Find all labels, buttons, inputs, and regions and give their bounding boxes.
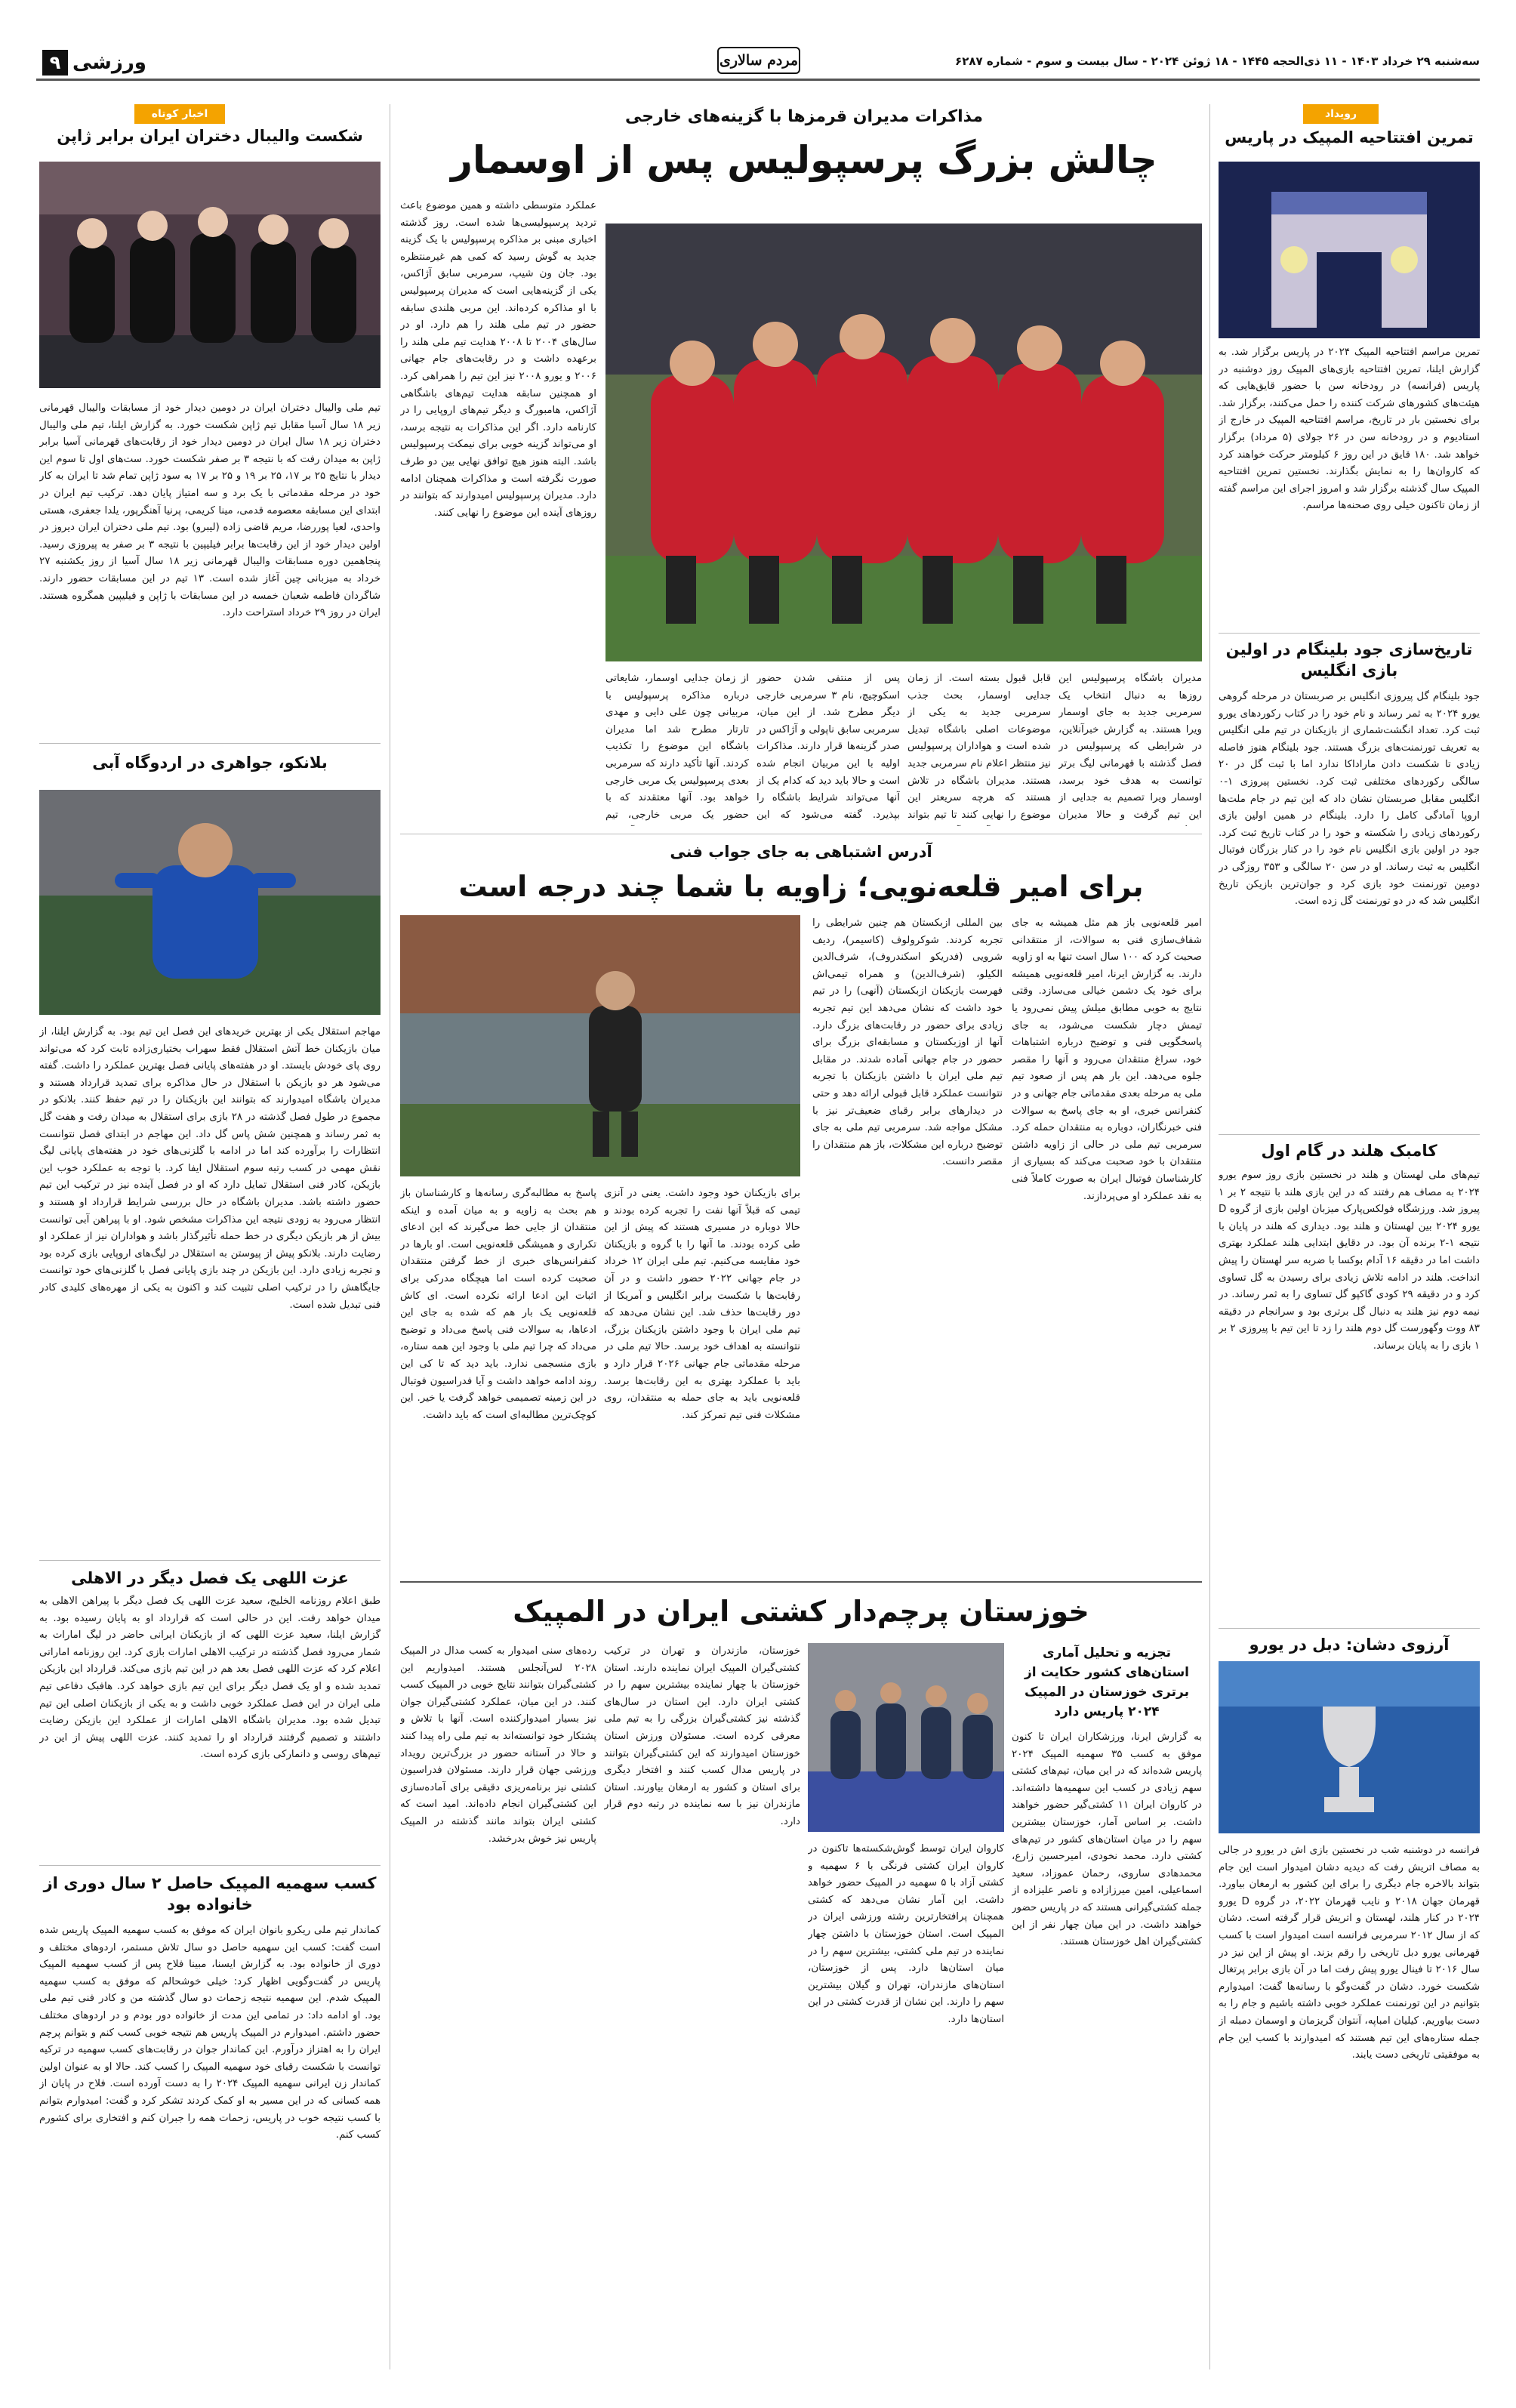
bottom-col3-text: خوزستان، مازندران و تهران در ترکیب کشتی‌گیران المپیک ایران نماینده دارند. استان خوزستان با چهار نماینده بیشترین سهم را در کشتی ایران دارد. این استان در سال‌های گذشته نیز کشتی‌گیران بزرگی را به تیم ملی معرفی کرده است. مسئولان ورزش استان خوزستان امیدوارند که این کشتی‌گیران بتوانند در پاریس مدال کسب کنند و افتخار دیگری برای استان و کشور به ارمغان بیاورند. استان مازندران نیز با سه نماینده در رتبه دوم قرار دارد. [604, 1645, 800, 1827]
holland-title: کامبک هلند در گام اول [1261, 1142, 1437, 1160]
top-col3-text: پس از منتفی شدن حضور اسکوچیچ، نام ۳ سرمربی خارجی دیگر مطرح شد. از این میان، سرمربی سابق ناپولی و آژاکس در صدر گزینه‌ها قرار دارند. مذاکرات اولیه با این مربیان انجام شده است و حالا باید دید که کدام یک از آنها می‌تواند شرایط باشگاه را بپذیرد. گفته می‌شود که این [756, 673, 900, 821]
mid-col1-text: امیر قلعه‌نویی باز هم مثل همیشه به جای شفاف‌سازی فنی به سوالات، از منتقدانی صحبت کرد که ۱۰۰ سال است تنها به او زاویه دارند. به گزارش ایرنا، امیر قلعه‌نویی همیشه برای خود یک دشمن خیالی می‌سازد. وقتی نتایج به خوبی مطابق میلش پیش نمی‌رود یا تیمش دچار شکست می‌شود، به جای پاسخگویی فنی و توضیح درباره اشتباهات خود، سراغ منتقدان می‌رود و آنها را مقصر جلوه می‌دهد. این بار هم پس از صعود تیم ملی به مرحله بعدی مقدماتی جام جهانی و در کنفرانس خبری، او به جای پاسخ به سوالات فنی خبرنگاران، دوباره به منتقدان حمله کرد. سرمربی تیم ملی در حالی از زاویه داشتن منتقدان با خود صحبت می‌کند که بسیاری از کارشناسان فوتبال ایران به صورت کاملاً فنی به نقد عملکرد او می‌پردازند. [1012, 917, 1202, 1202]
paris-photo [1219, 162, 1480, 338]
volley-body: تیم ملی والیبال دختران ایران در دومین دیدار خود از مسابقات والیبال قهرمانی زیر ۱۸ سال آسیا مقابل تیم ژاپن شکست خورد. به گزارش ایلنا، تیم ملی والیبال دختران زیر ۱۸ سال ایران در دومین دیدار خود از رقابت‌های قهرمانی آسیا برابر ژاپن به میدان رفت که با نتیجه ۳ بر صفر شکست خورد. ست‌های اول تا سوم این دیدار با نتایج ۲۵ بر ۱۷، ۲۵ بر ۱۹ و ۲۵ بر ۱۷ به سود ژاپن تمام شد تا ایران به کار خود در مرحله مقدماتی با یک برد و سه امتیاز پایان دهد. ترکیب تیم ایران در ابتدای این مسابقه معصومه قدمی، مینا کریمی، پرنیا آهنگرپور، یلدا جعفری، هستی واحدی، لعیا پوررضا، مریم قاضی زاده (لیبرو) بود. تیم ملی دختران ایران دیروز در اولین دیدار خود از این رقابت‌ها برابر فیلیپین با نتیجه ۳ بر صفر به پیروزی رسید. پنجاهمین دوره مسابقات والیبال قهرمانی زیر ۱۸ سال آسیا از روز یکشنبه ۲۷ خرداد به میزبانی چین آغاز شده است. ۱۳ تیم در این مسابقات حضور دارند. شاگردان فاطمه شعبان خمسه در این مسابقات با ژاپن و فیلیپین همگروه هستند. ایران در روز ۲۹ خرداد استراحت دارد. [39, 402, 381, 619]
top-col-1 [1058, 671, 1202, 826]
divider [39, 1865, 381, 1866]
bottom-subhead: تجزیه و تحلیل آماری استان‌های کشور حکایت از برتری خوزستان در المپیک ۲۰۲۴ پاریس دارد [1024, 1645, 1190, 1719]
event-tag: رویداد [1303, 104, 1379, 124]
blanco-text-col [39, 1024, 381, 1554]
mid-col2-text: بین المللی ازبکستان هم چنین شرایطی را تجربه کردند. شوکرولوف (کاسیمر)، ردیف شرویی (فدریکو اسکندروف)، شرف‌الدین الکیلو، (شرف‌الدین) و همراه تیمی‌اش فهرست بازیکنان ازبکستان (آنهی) را در تیم خود داشت که نشان می‌دهد این تیم تجربه زیادی برای حضور در رقابت‌های بزرگ دارد. آنها از اوزبکستان و مسابقه‌ای بزرگ برای حضور در جام جهانی آماده شدند. در مقابل تیم ملی ایران با داشتن بازیکنان با تجربه نتوانست عملکرد قابل قبولی ارائه دهد و حتی در دیدارهای برابر رقبای ضعیف‌تر نیز با مشکل مواجه شد. سرمربی تیم ملی به جای توضیح درباره این مشکلات، باز هم منتقدان را مقصر دانست. [812, 917, 1003, 1168]
ezzat-body: طبق اعلام روزنامه الخلیج، سعید عزت اللهی یک فصل دیگر با پیراهن الاهلی به میدان خواهد رفت. این در حالی است که قرارداد او به پایان رسیده بود. به گزارش ایلنا، سعید عزت اللهی که از بازیکنان ایرانی حاضر در لیگ امارات به شمار می‌رود فصل گذشته در ترکیب الاهلی امارات بازی کرد. این روزنامه اماراتی اعلام کرد که عزت اللهی فصل بعد هم در این تیم بازی می‌کند. قرارداد این بازیکن تمدید شده و او یک فصل دیگر برای این تیم بازی خواهد کرد. هافبک دفاعی تیم ملی ایران در این فصل عملکرد خوبی داشت و به یکی از بازیکنان اصلی این تیم تبدیل شده بود. مدیران باشگاه الاهلی امارات از عملکرد این بازیکن رضایت داشتند و تصمیم گرفتند قرارداد او را تمدید کنند. عزت اللهی پیش از این در تیم‌های روسی و دانمارکی بازی کرده است. [39, 1596, 381, 1761]
blanco-title: بلانکو، جواهری در اردوگاه آبی [92, 754, 328, 772]
top-title: چالش بزرگ پرسپولیس پس از اوسمار [451, 138, 1157, 182]
mid-kicker: آدرس اشتباهی به جای جواب فنی [670, 843, 932, 861]
ezzat-title: عزت اللهی یک فصل دیگر در الاهلی [71, 1569, 349, 1587]
top-col2-text: قابل قبول بسته است. از زمان جدایی اوسمار، بحث جذب سرمربی جدید به یکی از موضوعات اصلی باشگاه تبدیل شده است و هواداران پرسپولیس نیز منتظر اعلام نام سرمربی جدید هستند. مدیران باشگاه در تلاش هستند که هرچه سریعتر این موضوع را نهایی کنند تا تیم بتواند [907, 673, 1051, 821]
paper-logo [717, 47, 800, 74]
mid-title: برای امیر قلعه‌نویی؛ زاویه با شما چند درجه است [458, 870, 1144, 903]
ezzat-text-col [39, 1593, 381, 1859]
masthead [0, 0, 1516, 85]
persepolis-photo [605, 224, 1202, 661]
sahmieh-title: کسب سهمیه المپیک حاصل ۲ سال دوری از خانواده بود [43, 1874, 377, 1913]
section-title: ورزشی [72, 51, 146, 74]
bottom-col-4 [400, 1643, 596, 2373]
page-number: ۹ [42, 50, 68, 76]
paris-text-col [1219, 344, 1480, 625]
holland-body: تیم‌های ملی لهستان و هلند در نخستین بازی روز سوم یورو ۲۰۲۴ به مصاف هم رفتند که در این بازی هلند با نتیجه ۲ بر ۱ پیروز شد. ورزشگاه فولکس‌پارک میزبان اولین بازی از گروه D یورو ۲۰۲۴ بین لهستان و هلند بود. دیداری که هلند در پایان با نتیجه ۱-۲ برنده آن بود. در دقایق ابتدایی هلند عملکرد بهتری داشت اما در دقیقه ۱۶ آدام بوکسا با ضربه سر لهستان را پیش انداخت. هلند در ادامه تلاش زیادی برای رسیدن به گل تساوی کرد و در دقیقه ۲۹ کودی گاکپو گل تساوی را به ثمر رساند. در نیمه دوم نیز هلند به دنبال گل برتری بود و سرانجام در دقیقه ۸۳ ووت وگهورست گل دوم هلند را زد تا این تیم با پیروزی ۲ بر ۱ بازی را به پایان برساند. [1219, 1170, 1480, 1352]
bottom-col-3 [604, 1643, 800, 2373]
mid-col-4 [400, 1186, 596, 1574]
top-col-4b [605, 671, 749, 826]
top-col1-text: مدیران باشگاه پرسپولیس این روزها به دنبال انتخاب یک سرمربی جدید به جای اوسمار ویرا هستند. به گزارش خبرآنلاین، در شرایطی که پرسپولیس در فصل گذشته با قهرمانی لیگ برتر توانست به هدف خود برسد، اوسمار ویرا تصمیم به جدایی از این تیم گرفت و حالا مدیران [1058, 673, 1202, 821]
top-col4-text: از زمان جدایی اوسمار، شایعاتی درباره مذاکره پرسپولیس با مربیانی چون علی دایی و مهدی تارتار مطرح شد اما مدیران باشگاه این موضوع را تکذیب کردند. آنها تأکید دارند که سرمربی بعدی پرسپولیس یک مربی خارجی خواهد بود. آنها معتقدند که با حضور یک مربی خارجی، تیم [605, 673, 749, 821]
mid-col4-text: پاسخ به مطالبه‌گری رسانه‌ها و کارشناسان باز هم بحث به زاویه و به میان آمده و اینکه منتقدان از جایی خط می‌گیرند که این ادعای تکراری و همیشگی قلعه‌نویی است. او بارها در کنفرانس‌های خبری از خط گرفتن منتقدان صحبت کرده است اما هیچگاه مدرکی برای اثبات این ادعا ارائه نکرده است. ای کاش قلعه‌نویی یک بار هم که شده به جای این ادعاها، به سوالات فنی پاسخ می‌داد و توضیح می‌داد که چرا تیم ملی با وجود این همه ستاره، بازی منسجمی ندارد. باید دید که تا کی این روند ادامه خواهد داشت و آیا فدراسیون فوتبال در این زمینه تصمیمی خواهد گرفت یا خیر. این کوچک‌ترین مطالبه‌ای است که باید داشت. [400, 1188, 596, 1421]
euro-trophy-photo [1219, 1661, 1480, 1833]
bellingham-text-col [1219, 689, 1480, 1130]
volley-title: شکست والیبال دختران ایران برابر ژاپن [57, 127, 363, 145]
mid-col-3 [604, 1186, 800, 1574]
volleyball-photo [39, 162, 381, 388]
mid-col3-text: برای بازیکنان خود وجود داشت. یعنی در آنزی تیمی که قبلاً آنها نفت را تجربه کرده بودند و حالا دوباره در مسیری هستند که پیش از این طی کرده بودند. ما آنها را با گروه و بازیکنان خود مقایسه می‌کنیم. تیم ملی ایران ۱۲ خرداد در جام جهانی ۲۰۲۲ حضور داشت و در آن رقابت‌ها با شکست برابر انگلیس و آمریکا از دور رقابت‌ها حذف شد. این نشان می‌دهد که تیم ملی ایران با وجود داشتن بازیکنان بزرگ، نتوانسته به اهداف خود برسد. حالا تیم ملی در مرحله مقدماتی جام جهانی ۲۰۲۶ قرار دارد و باید با عملکرد بهتری به این رقابت‌ها برسد. قلعه‌نویی باید به جای حمله به منتقدان، روی مشکلات فنی تیم تمرکز کند. [604, 1188, 800, 1421]
bellingham-body: جود بلینگام گل پیروزی انگلیس بر صربستان در مرحله گروهی یورو ۲۰۲۴ به ثمر رساند و نام خود را در کتاب رکوردهای یورو ثبت کرد. تعداد انگشت‌شماری از بازیکنان در تیم ملی انگلیس به تعریف تورنمنت‌های بزرگ هستند. جود بلینگام هنوز فاصله زیادی تا شکست دادن ماراداکا ندارد اما با ثبت گل در ۲۰ سالگی رکوردهای مختلفی ثبت کرد. نخستین پیروزی ۱-۰ انگلیس مقابل صربستان نشان داد که این تیم در جام ملت‌ها اروپا آمادگی کامل را دارد. بلینگام در همین اولین بازی رکوردهای زیادی را شکسته و خود را در کتاب تاریخ ثبت کرد. جود در اولین بازی انگلیس نام خود را در کنار بزرگان فوتبال انگلیس به ثبت رساند. او در سن ۲۰ سالگی و ۳۵۳ روزگی در دومین تورنمنت خود بازی کرد و جوان‌ترین بازیکن تاریخ انگلیس شد که در دو تورنمنت گل زده است. [1219, 691, 1480, 908]
divider [1219, 1628, 1480, 1629]
divider [39, 1560, 381, 1561]
column-rule [1209, 104, 1210, 2369]
paper-name: مردم سالاری [719, 52, 799, 69]
short-news-tag: اخبار کوتاه [134, 104, 225, 124]
divider [1219, 633, 1480, 634]
bottom-col-2 [808, 1841, 1004, 2373]
bottom-col1-text: به گزارش ایرنا، ورزشکاران ایران تا کنون موفق به کسب ۳۵ سهمیه المپیک ۲۰۲۴ پاریس شده‌اند که در این میان، تیم‌های کشتی سهم زیادی در کسب این سهمیه‌ها داشته‌اند. در کاروان ایران ۱۱ کشتی‌گیر حضور خواهند داشت. بر اساس آمار، خوزستان بیشترین سهم را در میان استان‌های کشور در تیم‌های کشتی دارد. محمد نخودی، امیرحسین زارع، محمدهادی ساروی، رحمان عموزاد، سعید اسماعیلی، امین میرزازاده و ناصر علیزاده از جمله کشتی‌گیرانی هستند که در پاریس حضور خواهند داشت. در این میان چهار نفر از این کشتی‌گیران اهل خوزستان هستند. [1012, 1731, 1202, 1948]
bottom-col4-text: رده‌های سنی امیدوار به کسب مدال در المپیک ۲۰۲۸ لس‌آنجلس هستند. امیدواریم این کشتی‌گیران بتوانند نتایج خوبی در المپیک کسب کنند. در این میان، عملکرد کشتی‌گیران جوان نیز بسیار امیدوارکننده است. آنها با تلاش و پشتکار خود توانسته‌اند به تیم ملی راه پیدا کنند و حالا در آستانه حضور در بزرگ‌ترین رویداد ورزشی جهان قرار دارند. مسئولان فدراسیون کشتی نیز برنامه‌ریزی دقیقی برای آماده‌سازی این کشتی‌گیران انجام داده‌اند. امید است که کشتی ایران بتواند مانند گذشته در المپیک پاریس نیز خوش بدرخشد. [400, 1645, 596, 1845]
paris-title: تمرین افتتاحیه المپیک در پاریس [1225, 128, 1474, 146]
holland-text-col [1219, 1167, 1480, 1623]
mid-col-1 [1012, 915, 1202, 1574]
bottom-title: خوزستان پرچم‌دار کشتی ایران در المپیک [513, 1595, 1089, 1628]
top-col-3 [756, 671, 900, 826]
divider [39, 743, 381, 744]
wrestling-photo [808, 1643, 1004, 1832]
blanco-body: مهاجم استقلال یکی از بهترین خریدهای این فصل این تیم بود. به گزارش ایلنا، از میان بازیکنان خط آتش استقلال فقط سهراب بختیاری‌زاده ثابت کرد که می‌تواند روی پای خودش بایستد. او در هفته‌های پایانی فصل بهترین عملکرد را داشت. گفته می‌شود هر دو بازیکن با استقلال در حال مذاکره برای تمدید قرارداد هستند و مدیران باشگاه امیدوارند که بتوانند این بازیکنان را در تیم حفظ کنند. بلانکو در مجموع در طول فصل گذشته در ۲۸ بازی برای استقلال به میدان رفت و هفت گل به ثمر رساند و همچنین شش پاس گل داد. این مهاجم در ابتدای فصل نتوانست انتظارات را برآورده کند اما در ادامه با گلزنی‌های خود در هفته‌های پایانی لیگ نقش مهمی در کسب رتبه سوم استقلال ایفا کرد. با توجه به عملکرد خوب این بازیکن، کادر فنی استقلال تمایل دارد که او در فصل آینده نیز در ترکیب این تیم حضور داشته باشد. مدیران باشگاه در حال بررسی شرایط قرارداد او هستند و انتظار می‌رود به زودی نتیجه این مذاکرات مشخص شود. او با پیراهن آبی توانست بیش از هر بازیکن دیگری در خط حمله تأثیرگذار باشد و هواداران نیز از عملکرد او رضایت دارند. بلانکو پیش از پیوستن به استقلال در لیگ‌های اروپایی بازی کرده بود و تجربه زیادی دارد. این بازیکن در چند بازی پایانی فصل با گلزنی‌های خود توانست جایگاهش را در ترکیب اصلی تثبیت کند و اکنون به یکی از مهره‌های کلیدی کادر فنی تبدیل شده است. [39, 1026, 381, 1311]
volley-text-col [39, 400, 381, 737]
top-col5-text: عملکرد متوسطی داشته و همین موضوع باعث تردید پرسپولیسی‌ها شده است. روز گذشته اخباری مبنی بر مذاکره پرسپولیس با یک گزینه جدید به گوش رسید که کمی هم غیرمنتظره بود. جان ون شیپ، سرمربی سابق آژاکس، یکی از گزینه‌هایی است که مدیران پرسپولیس با او مذاکره کرده‌اند. این مربی هلندی سابقه حضور در تیم ملی هلند را هم دارد. او در سال‌های ۲۰۰۴ تا ۲۰۰۸ هدایت تیم ملی هلند را برعهده داشت و در رقابت‌های جام جهانی ۲۰۰۶ و یورو ۲۰۰۸ نیز این تیم را همراهی کرد. او همچنین سابقه هدایت تیم‌های باشگاهی آژاکس، هامبورگ و دیگر تیم‌های اروپایی را در کارنامه دارد. اگر این مذاکرات به نتیجه برسد، او می‌تواند گزینه خوبی برای نیمکت پرسپولیس باشد. البته هنوز هیچ توافق نهایی بین دو طرف صورت نگرفته است و مذاکرات همچنان ادامه دارد. مدیران پرسپولیس امیدوارند که بتوانند در روزهای آینده این موضوع را نهایی کنند. [400, 200, 596, 519]
top-col-5 [400, 198, 596, 826]
bellingham-title: تاریخ‌سازی جود بلینگام در اولین بازی انگلیس [1225, 640, 1473, 680]
bottom-col-1 [1012, 1729, 1202, 2373]
top-kicker: مذاکرات مدیران قرمزها با گزینه‌های خارجی [625, 107, 983, 126]
sahmieh-text-col [39, 1922, 381, 2373]
date-line: سه‌شنبه ۲۹ خرداد ۱۴۰۳ - ۱۱ ذی‌الحجه ۱۴۴۵ - ۱۸ ژوئن ۲۰۲۴ - سال بیست و سوم - شماره ۶۲۸۷ [955, 54, 1480, 68]
divider [1219, 1134, 1480, 1135]
euro-text-col [1219, 1842, 1480, 2373]
paris-body: تمرین مراسم افتتاحیه المپیک ۲۰۲۴ در پاریس برگزار شد. به گزارش ایلنا، تمرین افتتاحیه بازی‌های المپیک روز دوشنبه در پاریس (فرانسه) در رودخانه سن با حضور قایق‌هایی که هیئت‌های کشورهای شرکت کننده را حمل می‌کنند، برگزار شد. برای نخستین بار در تاریخ، مراسم افتتاحیه المپیک در خارج از استادیوم و در رودخانه سن در ۲۶ جولای (۵ مرداد) برگزار خواهد شد. ۱۸۰ قایق در این روز ۶ کیلومتر حرکت خواهند کرد که کاروان‌ها را به نمایش بگذارند. نخستین تمرین افتتاحیه المپیک سال گذشته برگزار شد و امروز اجرای این مراسم گفته از زمان تاکنون خیلی روی صحنه‌ها مراسم. [1219, 347, 1480, 512]
blanco-photo [39, 790, 381, 1015]
sahmieh-body: کماندار تیم ملی ریکرو بانوان ایران که موفق به کسب سهمیه المپیک پاریس شده است گفت: کسب این سهمیه حاصل دو سال تلاش مستمر، اردوهای مختلف و دوری از خانواده بود. به گزارش ایسنا، مبینا فلاح پس از کسب سهمیه المپیک پاریس در گفت‌وگویی اظهار کرد: خیلی خوشحالم که موفق به کسب سهمیه المپیک شدم. این سهمیه نتیجه زحمات دو سال گذشته من و کادر فنی تیم ملی بود. او ادامه داد: در تمامی این مدت از خانواده دور بودم و در اردوهای مختلف حضور داشتم. امیدوارم در المپیک پاریس هم نتیجه خوبی کسب کنم و بتوانم پرچم ایران را به اهتزاز درآورم. این کماندار جوان در رقابت‌های کسب سهمیه در ترکیه توانست با شکست رقبای خود سهمیه المپیک را کسب کند. حالا او به عنوان اولین کماندار زن ایرانی سهمیه المپیک ۲۰۲۴ را به دست آورده است. فلاح در پایان از همه کسانی که در این مسیر به او کمک کردند تشکر کرد و گفت: امیدوارم بتوانم با کسب نتیجه خوب در پاریس، زحمات همه را جبران کنم و افتخاری برای کشورم کسب کنم. [39, 1925, 381, 2141]
mid-col-2 [812, 915, 1003, 1574]
bottom-col2-text: کاروان ایران توسط گوش‌شکسته‌ها تاکنون در کاروان ایران کشتی فرنگی با ۶ سهمیه و کشتی آزاد با ۵ سهمیه در المپیک حضور خواهد داشت. این آمار نشان می‌دهد که کشتی همچنان پرافتخارترین رشته ورزشی ایران در المپیک است. استان خوزستان با داشتن چهار نماینده در تیم ملی کشتی، بیشترین سهم را در میان استان‌ها دارد. پس از خوزستان، استان‌های مازندران، تهران و گیلان بیشترین سهم را دارند. این نشان از قدرت کشتی در این استان‌ها دارد. [808, 1843, 1004, 2025]
euro-title: آرزوی دشان: دبل در یورو [1249, 1636, 1450, 1654]
top-col-2 [907, 671, 1051, 826]
euro-body: فرانسه در دوشنبه شب در نخستین بازی اش در یورو در جالی به مصاف اتریش رفت که دیدیه دشان امیدوار است این جام بتواند بالاخره جام دیگری را برای این کشور به ارمغان بیاورد. قهرمان جهان ۲۰۱۸ و نایب قهرمان ۲۰۲۲، در گروه D یورو ۲۰۲۴ در کنار هلند، لهستان و اتریش قرار گرفته است. دشان که از سال ۲۰۱۲ سرمربی فرانسه است امیدوار است با کسب قهرمانی یورو دبل تاریخی را رقم بزند. او پیش از این نیز در سال ۲۰۱۶ تا فینال یورو پیش رفت اما در آن بازی برابر پرتغال شکست خورد. دشان در گفت‌وگو با رسانه‌ها گفت: امیدوارم بتوانیم در این تورنمنت عملکرد خوبی داشته باشیم و جام را به دست بیاوریم. کیلیان امباپه، آنتوان گریزمان و اوسمان دمبله از جمله ستاره‌های این تیم هستند که امیدوارند با کسب این جام به موفقیتی تاریخی دست یابند. [1219, 1845, 1480, 2061]
ghalenoei-photo [400, 915, 800, 1176]
divider [400, 1581, 1202, 1583]
masthead-rule [36, 79, 1480, 81]
